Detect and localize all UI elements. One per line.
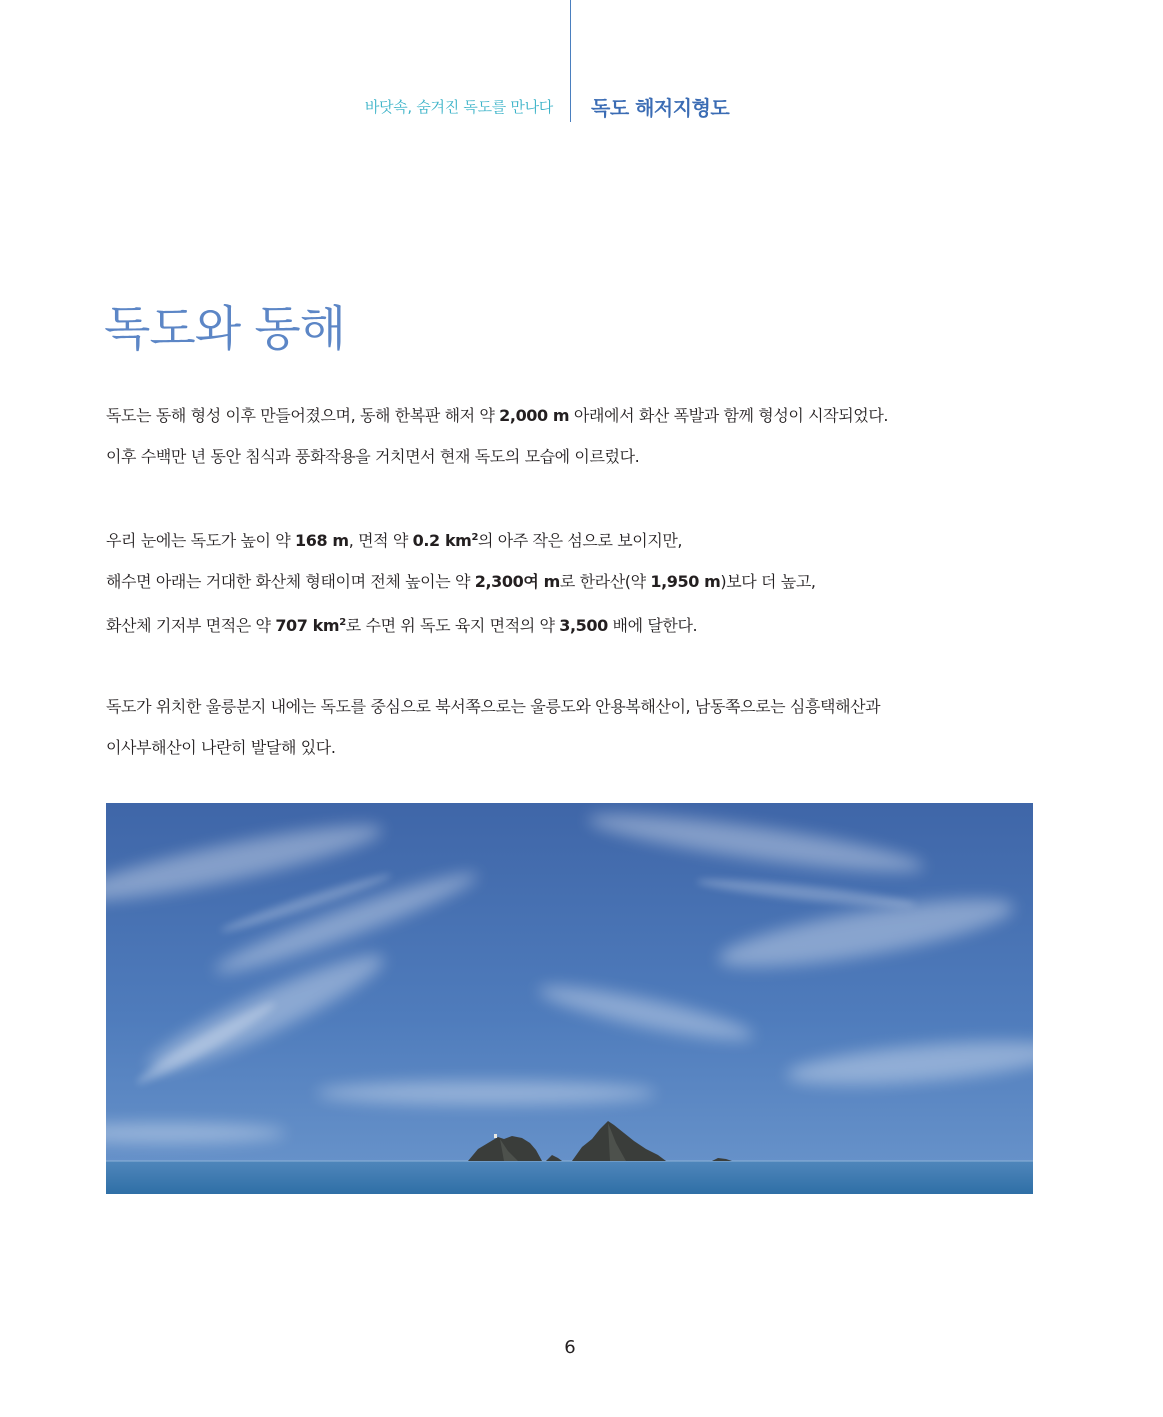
paragraph-line: 해수면 아래는 거대한 화산체 형태이며 전체 높이는 약 2,300여 m로 한라산(약 1,950 m)보다 더 높고, (106, 572, 816, 591)
dokdo-photo (106, 803, 1033, 1194)
section-title: 독도와 동해 (104, 301, 346, 357)
header-title: 독도 해저지형도 (591, 96, 730, 120)
body-text (106, 395, 1036, 808)
paragraph-line: 독도는 동해 형성 이후 만들어졌으며, 동해 한복판 해저 약 2,000 m 아래에서 화산 폭발과 함께 형성이 시작되었다. (106, 406, 889, 425)
paragraph-line: 독도가 위치한 울릉분지 내에는 독도를 중심으로 북서쪽으로는 울릉도와 안용복해산이, 남동쪽으로는 심흥택해산과 (106, 697, 881, 716)
dokdo-seascape-image (106, 803, 1033, 1194)
paragraph-line: 이후 수백만 년 동안 침식과 풍화작용을 거치면서 현재 독도의 모습에 이르렀다. (106, 447, 640, 466)
page-number: 6 (564, 1337, 576, 1358)
paragraph-line: 화산체 기저부 면적은 약 707 $km^2$로 수면 위 독도 육지 면적의 약 3,500 배에 달한다. (106, 616, 698, 635)
paragraph-1 (106, 395, 1036, 477)
paragraph-3 (106, 686, 1036, 768)
header-divider (570, 0, 571, 122)
header-subtitle: 바닷속, 숨겨진 독도를 만나다 (364, 98, 553, 116)
paragraph-line: 우리 눈에는 독도가 높이 약 168 m, 면적 약 0.2 $km^2$의 아주 작은 섬으로 보이지만, (106, 531, 683, 550)
paragraph-line: 이사부해산이 나란히 발달해 있다. (106, 738, 336, 757)
paragraph-2 (106, 517, 1036, 646)
